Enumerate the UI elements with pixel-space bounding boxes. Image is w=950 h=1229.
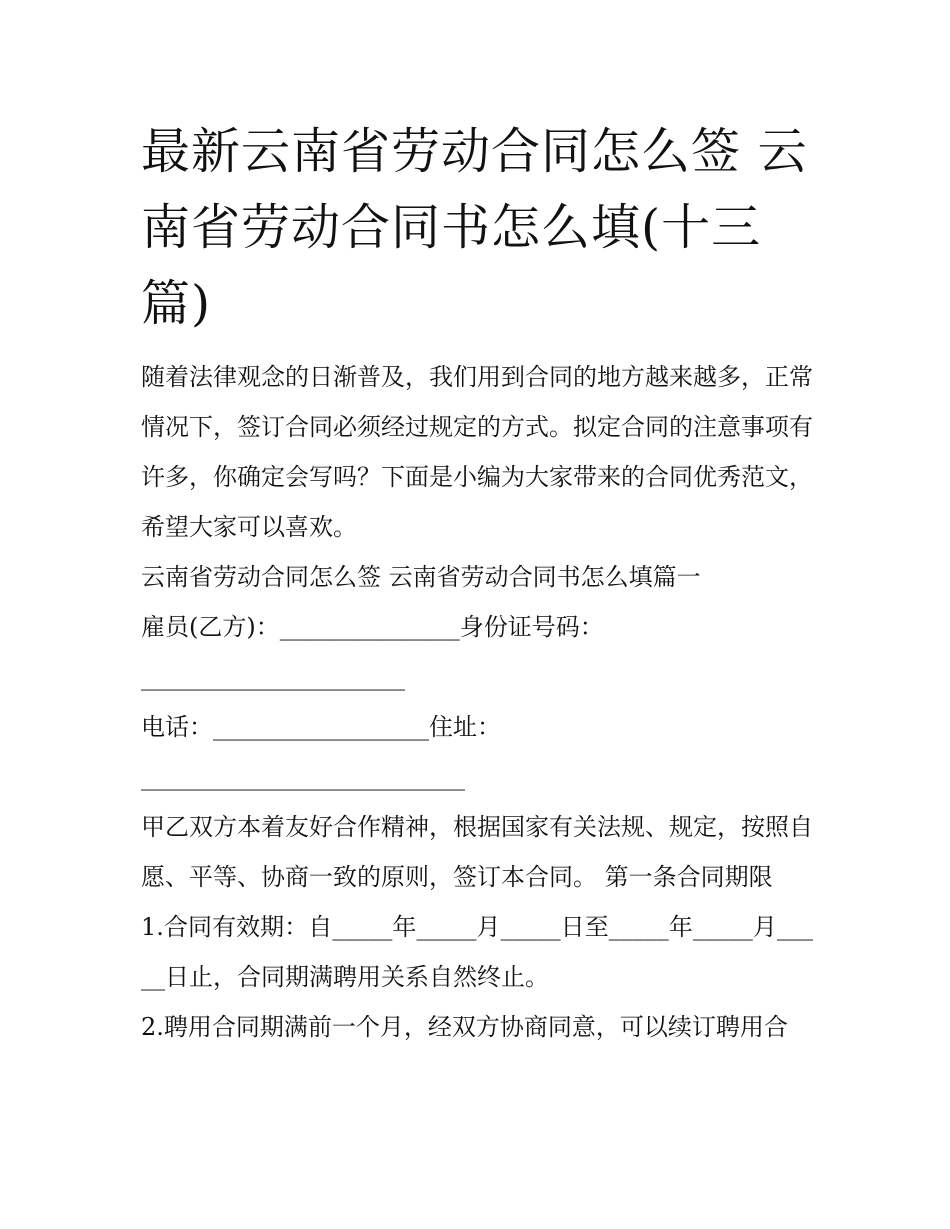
- id-number-blank: ______________________: [141, 663, 405, 691]
- principle-paragraph: 甲乙双方本着友好合作精神，根据国家有关法规、规定，按照自愿、平等、协商一致的原则，签订本合同。 第一条合同期限: [141, 813, 813, 891]
- clause-2: 2.聘用合同期满前一个月，经双方协商同意，可以续订聘用合: [141, 1013, 788, 1041]
- document-title: 最新云南省劳动合同怎么签 云南省劳动合同书怎么填(十三篇): [141, 123, 808, 332]
- phone-address-line: 电话：__________________住址：: [141, 713, 501, 741]
- clause-1: 1.合同有效期：自_____年_____月_____日至_____年_____月_____日止，合同期满聘用关系自然终止。: [141, 913, 813, 991]
- intro-paragraph: 随着法律观念的日渐普及，我们用到合同的地方越来越多，正常情况下，签订合同必须经过规定的方式。拟定合同的注意事项有许多，你确定会写吗？下面是小编为大家带来的合同优秀范文，希望大家可以喜欢。: [141, 363, 813, 541]
- document-page: [141, 114, 813, 1052]
- address-blank: ___________________________: [141, 763, 465, 791]
- employee-line: 雇员(乙方)：_______________身份证号码：: [141, 613, 604, 641]
- section-heading: 云南省劳动合同怎么签 云南省劳动合同书怎么填篇一: [141, 563, 701, 591]
